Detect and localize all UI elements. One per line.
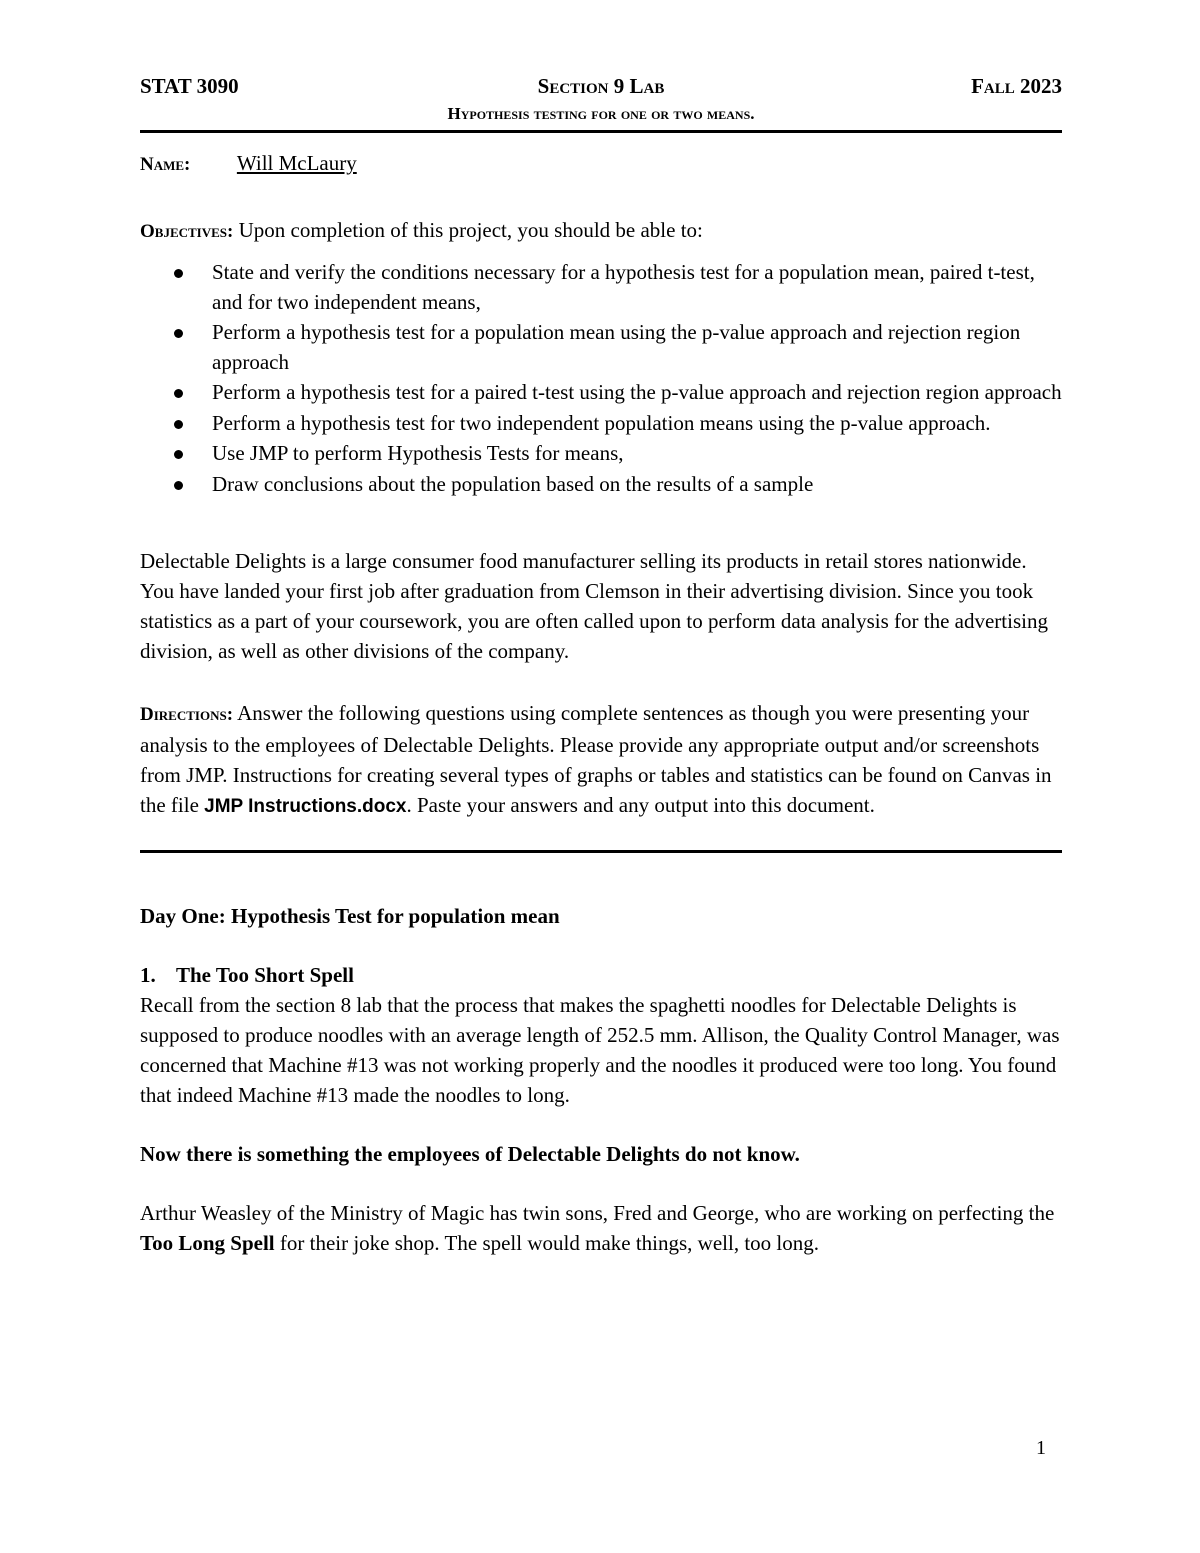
page-number: 1 — [1036, 1437, 1046, 1459]
bullet-icon — [174, 389, 183, 398]
objectives-intro-text: Upon completion of this project, you should be able to: — [233, 218, 703, 242]
objective-text: Perform a hypothesis test for two independent population means using the p-value approach. — [212, 410, 991, 435]
header-divider — [140, 130, 1062, 133]
directions-paragraph — [140, 698, 1062, 822]
list-item — [140, 258, 1062, 317]
page-header — [140, 70, 1062, 102]
objective-text: Use JMP to perform Hypothesis Tests for means, — [212, 441, 624, 465]
bullet-icon — [174, 481, 183, 490]
objectives-section — [140, 215, 1062, 499]
section-title: Section 9 Lab — [537, 74, 665, 98]
list-item — [140, 318, 1062, 377]
arthur-text: Arthur Weasley of the Ministry of Magic has twin sons, Fred and George, who are working on perfecting the — [140, 1201, 1055, 1225]
bullet-icon — [174, 269, 183, 278]
objective-text: State and verify the conditions necessary for a hypothesis test for a population mean, paired t-test, and for two independent means, — [212, 260, 1035, 314]
intro-paragraph: Delectable Delights is a large consumer food manufacturer selling its products in retail stores nationwide. You have landed your first job after graduation from Clemson in their advertising division. Since you took statistics as a part of your coursework, you are often called upon to perform data analysis for the advertising division, as well as other divisions of the company. — [140, 549, 1048, 663]
instructions-file-name: JMP Instructions.docx — [204, 796, 407, 817]
objective-text: Perform a hypothesis test for a paired t-test using the p-value approach and rejection region approach — [212, 380, 1062, 404]
bold-note: Now there is something the employees of Delectable Delights do not know. — [140, 1142, 800, 1166]
arthur-text-end: for their joke shop. The spell would make things, well, too long. — [274, 1231, 819, 1255]
recall-paragraph: Recall from the section 8 lab that the process that makes the spaghetti noodles for Delectable Delights is supposed to produce noodles with an average length of 252.5 mm. Allison, the Quality Control Manager, was concerned that Machine #13 was not working properly and the noodles it produced were too long. You found that indeed Machine #13 made the noodles to long. — [140, 993, 1060, 1107]
document-subtitle: Hypothesis testing for one or two means. — [447, 104, 755, 123]
objectives-list — [140, 258, 1062, 499]
objectives-intro — [140, 215, 1062, 247]
list-item — [140, 439, 1062, 469]
document-page — [140, 70, 1062, 1258]
question-number: 1. — [140, 963, 156, 987]
bullet-icon — [174, 329, 183, 338]
directions-label: Directions: — [140, 704, 234, 725]
name-label: Name: — [140, 154, 191, 175]
section-divider — [140, 850, 1062, 853]
list-item — [140, 378, 1062, 408]
list-item — [140, 470, 1062, 500]
bullet-icon — [174, 420, 183, 429]
student-name: Will McLaury — [236, 151, 357, 175]
directions-text: Answer the following questions using complete sentences as though you were presenting your analysis to the employees of Delectable Delights. Please provide any appropriate output and/or screenshots from JMP. Instructions for creating several types of graphs or tables and statistics can be found on Canvas in the file — [140, 701, 1052, 817]
name-row — [140, 151, 1062, 179]
objective-text: Perform a hypothesis test for a population mean using the p-value approach and rejection region approach — [212, 320, 1021, 374]
list-item — [140, 409, 1062, 439]
term: Fall 2023 — [971, 74, 1062, 98]
question-title: The Too Short Spell — [176, 963, 354, 987]
course-code: STAT 3090 — [140, 74, 239, 98]
directions-text-end: . Paste your answers and any output into this document. — [406, 793, 875, 817]
arthur-paragraph — [140, 1198, 1062, 1258]
day-one-heading: Day One: Hypothesis Test for population mean — [140, 904, 560, 928]
objective-text: Draw conclusions about the population based on the results of a sample — [212, 471, 814, 496]
question-1-title — [140, 960, 1062, 990]
spell-name: Too Long Spell — [140, 1231, 275, 1255]
objectives-label: Objectives: — [140, 221, 234, 242]
bullet-icon — [174, 450, 183, 459]
